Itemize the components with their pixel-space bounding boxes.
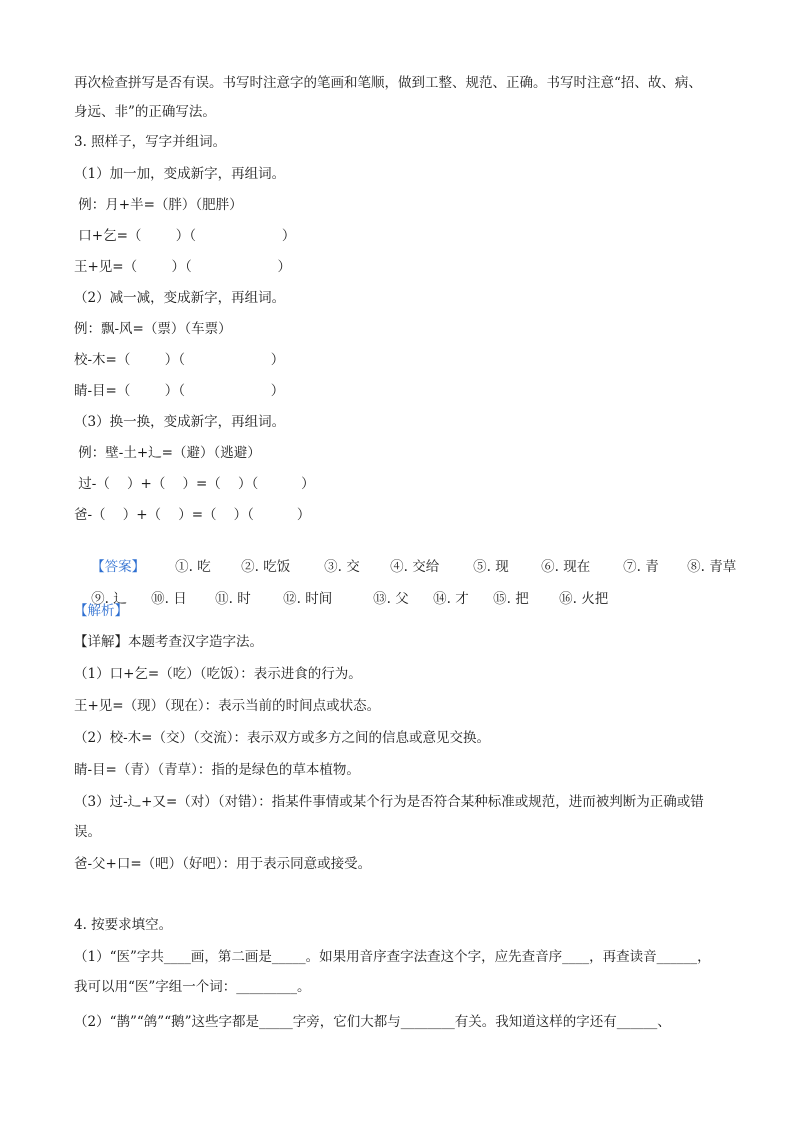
analysis-line: 【详解】本题考查汉字造字法。 (74, 634, 263, 650)
q3-title: 3. 照样子，写字并组词。 (74, 134, 227, 150)
analysis-line: （1）口+乞=（吃）（吃饭）：表示进食的行为。 (74, 666, 362, 682)
answer-item: ⑤. 现 (473, 559, 509, 575)
answer-item: ⑬. 父 (373, 591, 409, 607)
q3-part3-item-1: 过-（ ）+（ ）=（ ）（ ） (74, 476, 315, 492)
answer-item: ④. 交给 (390, 559, 440, 575)
answer-label: 【答案】 (91, 559, 146, 575)
q3-part1-example: 例：月+半=（胖）（肥胖） (74, 197, 243, 213)
q3-part2-example: 例：飘-风=（票）（车票） (74, 321, 232, 337)
answer-item: ②. 吃饭 (241, 559, 291, 575)
analysis-label: 【解析】 (74, 603, 128, 619)
answer-item: ⑭. 才 (433, 591, 469, 607)
analysis-line: 爸-父+口=（吧）（好吧）：用于表示同意或接受。 (74, 856, 372, 872)
answer-item: ①. 吃 (175, 559, 211, 575)
answer-item: ⑪. 时 (215, 591, 251, 607)
intro-line-1: 再次检查拼写是否有误。书写时注意字的笔画和笔顺，做到工整、规范、正确。书写时注意“招、故、病、 (74, 75, 702, 91)
q3-part3-item-2: 爸-（ ）+（ ）=（ ）（ ） (74, 507, 311, 523)
q4-line: （2）“鹊”“鸽”“鹅”这些字都是_____字旁，它们大都与________有关。我知道这样的字还有______、 (74, 1014, 671, 1030)
answer-item: ⑩. 日 (151, 591, 187, 607)
analysis-line: 睛-目=（青）（青草）：指的是绿色的草本植物。 (74, 762, 360, 778)
intro-line-2: 身远、非”的正确写法。 (74, 104, 216, 120)
answer-item: ⑯. 火把 (559, 591, 609, 607)
q3-part1-item-1: 口+乞=（ ）（ ） (74, 228, 296, 244)
q4-title: 4. 按要求填空。 (74, 917, 173, 933)
analysis-line: （2）校-木=（交）（交流）：表示双方或多方之间的信息或意见交换。 (74, 730, 490, 746)
analysis-line: 王+见=（现）（现在）：表示当前的时间点或状态。 (74, 698, 381, 714)
q3-part1-heading: （1）加一加，变成新字，再组词。 (74, 166, 286, 182)
q3-part3-example: 例：壁-土+辶=（避）（逃避） (74, 445, 261, 461)
q3-part2-heading: （2）减一减，变成新字，再组词。 (74, 290, 286, 306)
answer-item: ⑦. 青 (623, 559, 659, 575)
answer-item: ③. 交 (324, 559, 360, 575)
answer-item: ⑮. 把 (493, 591, 529, 607)
q4-line: （1）“医”字共____画，第二画是_____。如果用音序查字法查这个字，应先查音序____，再查读音______， (74, 949, 711, 965)
answer-item: ⑨. 辶 (91, 591, 127, 607)
analysis-line: 误。 (74, 824, 101, 840)
answer-item: ⑫. 时间 (283, 591, 333, 607)
answer-item: ⑧. 青草 (687, 559, 737, 575)
q3-part2-item-1: 校-木=（ ）（ ） (74, 352, 285, 368)
analysis-line: （3）过-辶+又=（对）（对错）：指某件事情或某个行为是否符合某种标准或规范，进而被判断为正确或错 (74, 794, 704, 810)
answer-row-2 (74, 569, 608, 629)
q3-part2-item-2: 睛-目=（ ）（ ） (74, 383, 285, 399)
q3-part3-heading: （3）换一换，变成新字，再组词。 (74, 414, 286, 430)
q4-line: 我可以用“医”字组一个词：_________。 (74, 979, 311, 995)
q3-part1-item-2: 王+见=（ ）（ ） (74, 259, 292, 275)
answer-item: ⑥. 现在 (541, 559, 591, 575)
